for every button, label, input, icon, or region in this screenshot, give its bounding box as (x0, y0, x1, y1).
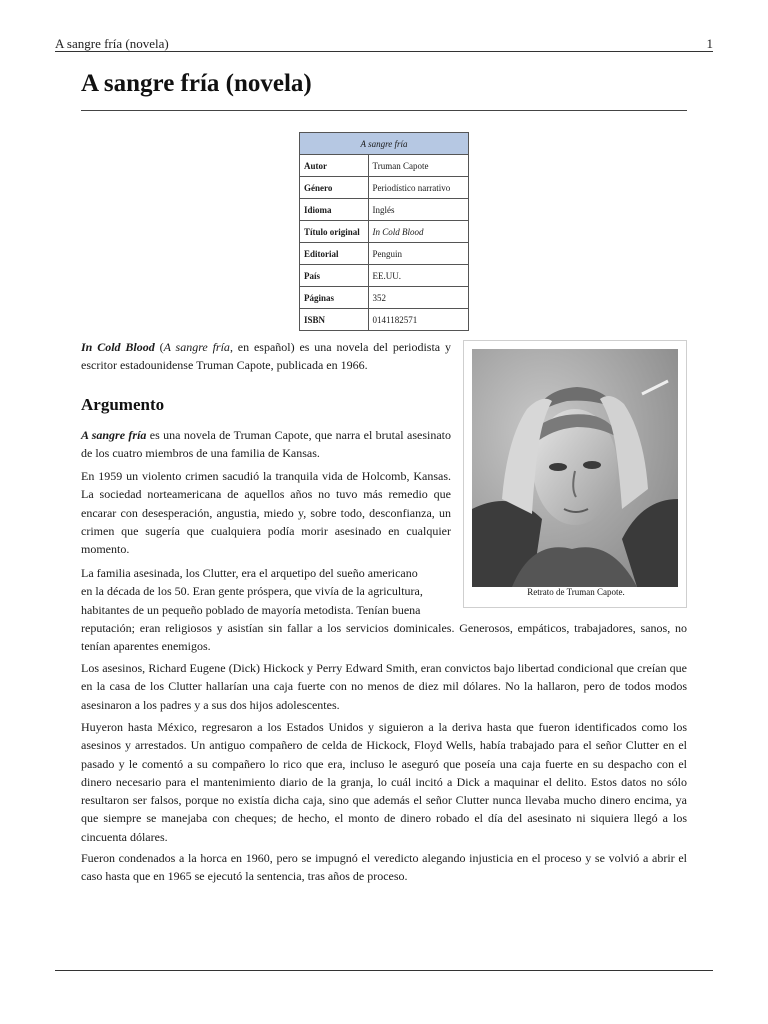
portrait-photo (472, 349, 678, 587)
infobox-value: EE.UU. (368, 265, 468, 287)
argument-paragraph-2: En 1959 un violento crimen sacudió la tranquila vida de Holcomb, Kansas. La sociedad norteamericana de aquellos años no tuvo más remedio que encarar con desesperación, angustia, miedo y, sobre todo, desconfianza, un crimen que sugería que cualquiera podía morir asesinado en cualquier momento. (81, 469, 451, 557)
p1-title: A sangre fría (81, 428, 147, 442)
header-divider (55, 51, 713, 52)
portrait-figure (463, 340, 687, 608)
infobox-row-editorial (300, 243, 469, 265)
infobox-value: 352 (368, 287, 468, 309)
infobox-label: Autor (300, 155, 369, 177)
argument-paragraph-3-start (81, 564, 451, 619)
page-title: A sangre fría (novela) (81, 70, 312, 97)
infobox-row-paginas (300, 287, 469, 309)
figure-caption: Retrato de Truman Capote. (527, 587, 625, 597)
argument-paragraph-4: Los asesinos, Richard Eugene (Dick) Hickock y Perry Edward Smith, eran convictos bajo libertad condicional que creían que en la casa de los Clutter hallarían una caja fuerte con no menos de diez mil dólares. No la hallaron, pero de todos modos asesinaron a los padres y a sus dos hijos adolescentes. (81, 661, 687, 712)
infobox-label: Idioma (300, 199, 369, 221)
running-title: A sangre fría (novela) (55, 36, 169, 51)
infobox-row-pais (300, 265, 469, 287)
intro-title-en: In Cold Blood (81, 340, 155, 354)
infobox-row-isbn (300, 309, 469, 331)
infobox-label: Género (300, 177, 369, 199)
intro-title-es: A sangre fría (163, 340, 230, 354)
infobox-label: ISBN (300, 309, 369, 331)
infobox-value: In Cold Blood (368, 221, 468, 243)
intro-rest: , en español) es una novela del periodista y escritor estadounidense Truman Capote, publicada en 1966. (81, 340, 451, 373)
title-divider (81, 110, 687, 111)
infobox-label: País (300, 265, 369, 287)
infobox-row-genero (300, 177, 469, 199)
page-number: 1 (706, 36, 713, 51)
argument-paragraph-3-continued: reputación; eran religiosos y asistían sin fallar a los servicios dominicales. Generosos, empáticos, trabajadores, sanos, no tenían aparentes enemigos. (81, 621, 687, 654)
argument-paragraph-1 (81, 426, 451, 463)
footer-divider (55, 970, 713, 971)
infobox-title: A sangre fría (300, 133, 469, 155)
infobox-row-titulo-original (300, 221, 469, 243)
p3-line: habitantes de un pequeño poblado de mayoría metodista. Tenían buena (81, 602, 421, 617)
running-header (55, 36, 713, 52)
infobox-label: Título original (300, 221, 369, 243)
p1-text: es una novela de Truman Capote, que narra el brutal asesinato de los cuatro miembros de una familia de Kansas. (81, 428, 451, 461)
infobox-value: Penguin (368, 243, 468, 265)
infobox-row-idioma (300, 199, 469, 221)
p3-line: La familia asesinada, los Clutter, era el arquetipo del sueño americano (81, 566, 418, 580)
infobox-label: Páginas (300, 287, 369, 309)
argument-paragraph-5: Huyeron hasta México, regresaron a los Estados Unidos y siguieron a la deriva hasta que fueron identificados como los asesinos y arrestados. Un antiguo compañero de celda de Hickock, Floyd Wells, había trabajado para el señor Clutter en el pasado y le comentó a su compañero lo rico que era, incluso le aseguró que poseía una caja fuerte en su despacho con el dinero necesario para el mantenimiento diario de la granja, lo cuál incitó a Dick a maquinar el delito. Estos datos no sólo resultaron ser falsos, porque no existía dicha caja, sino que además el señor Clutter nunca llevaba mucho dinero encima, ya que siempre se manejaba con cheques; de hecho, el monto de dinero robado el día del asesinato ni siquiera llegó a los cincuenta dólares. (81, 720, 687, 844)
infobox-value: 0141182571 (368, 309, 468, 331)
argument-paragraph-6: Fueron condenados a la horca en 1960, pero se impugnó el veredicto alegando injusticia en el proceso y se volvió a abrir el caso hasta que en 1965 se ejecutó la sentencia, tras años de proceso. (81, 851, 687, 884)
infobox-value: Truman Capote (368, 155, 468, 177)
section-heading: Argumento (81, 395, 165, 414)
infobox-value: Periodístico narrativo (368, 177, 468, 199)
infobox-row-autor (300, 155, 469, 177)
p3-line: en la década de los 50. Eran gente próspera, que vivía de la agricultura, (81, 584, 423, 599)
infobox-label: Editorial (300, 243, 369, 265)
infobox-value: Inglés (368, 199, 468, 221)
infobox (299, 132, 469, 331)
intro-paragraph (81, 338, 451, 375)
intro-open-paren: ( (154, 340, 164, 354)
